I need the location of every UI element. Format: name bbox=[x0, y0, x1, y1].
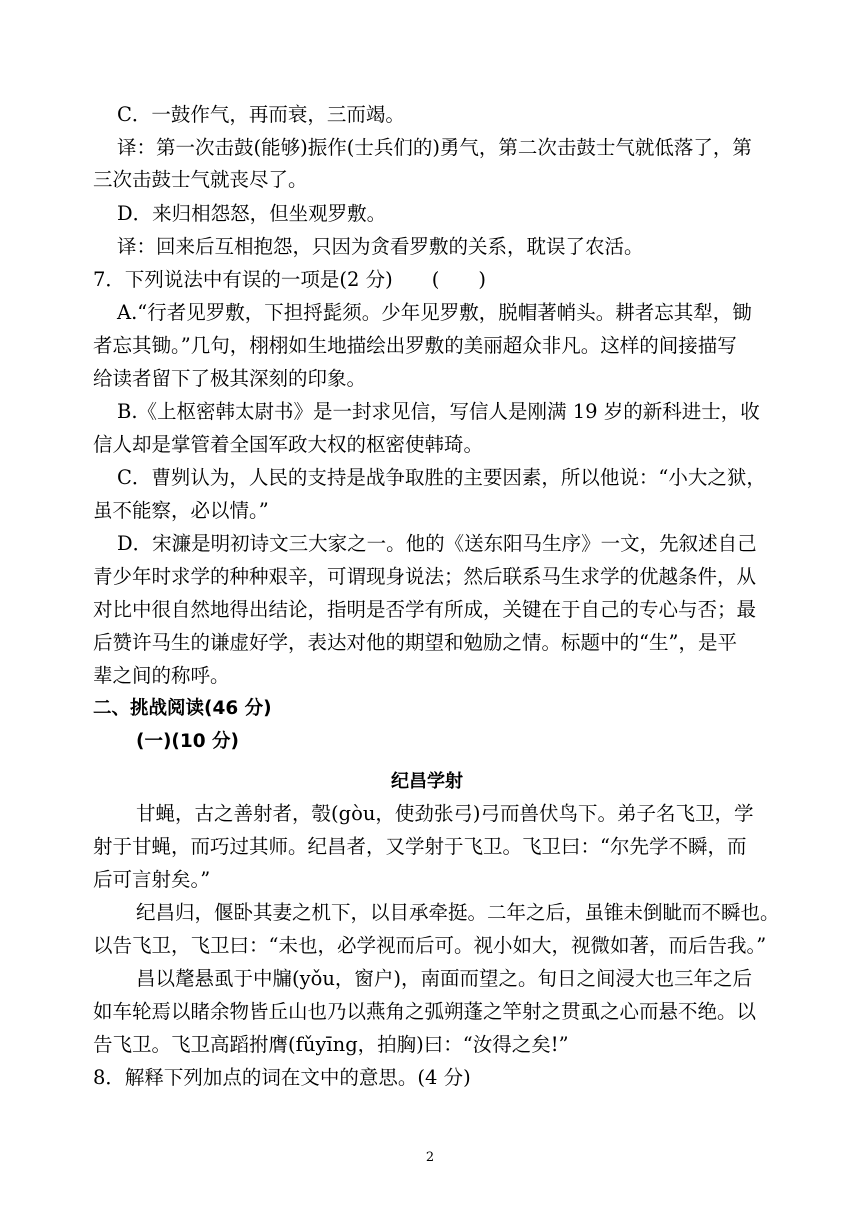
text-line: D．来归相怨怒，但坐观罗敷。 bbox=[117, 202, 387, 225]
text-line: C．曹刿认为，人民的支持是战争取胜的主要因素，所以他说：“小大之狱， bbox=[117, 466, 766, 489]
text-line: 对比中很自然地得出结论，指明是否学有所成，关键在于自己的专心与否；最 bbox=[93, 598, 757, 621]
passage-line: 射于甘蝇，而巧过其师。纪昌者，又学射于飞卫。飞卫曰：“尔先学不瞬，而 bbox=[93, 835, 747, 858]
text-line: B.《上枢密韩太尉书》是一封求见信，写信人是刚满 19 岁的新科进士，收 bbox=[117, 400, 760, 423]
text-line: C．一鼓作气，再而衰，三而竭。 bbox=[117, 103, 405, 126]
passage-line: 后可言射矣。” bbox=[93, 868, 211, 891]
passage-line: 昌以氂悬虱于中牖(yǒu，窗户)，南面而望之。旬日之间浸大也三年之后 bbox=[136, 967, 753, 990]
passage-line: 如车轮焉以睹余物皆丘山也乃以燕角之弧朔蓬之竿射之贯虱之心而悬不绝。以 bbox=[93, 1000, 757, 1023]
section-heading: 二、挑战阅读(46 分) bbox=[93, 698, 272, 719]
text-line: 译：第一次击鼓(能够)振作(士兵们的)勇气，第二次击鼓士气就低落了，第 bbox=[117, 136, 752, 159]
text-line: D．宋濂是明初诗文三大家之一。他的《送东阳马生序》一文，先叙述自己 bbox=[117, 532, 757, 555]
passage-line: 甘蝇，古之善射者，彀(gòu，使劲张弓)弓而兽伏鸟下。弟子名飞卫，学 bbox=[136, 802, 754, 825]
text-line: 青少年时求学的种种艰辛，可谓现身说法；然后联系马生求学的优越条件，从 bbox=[93, 565, 757, 588]
text-line: A.“行者见罗敷，下担捋髭须。少年见罗敷，脱帽著帩头。耕者忘其犁，锄 bbox=[117, 301, 752, 324]
passage-line: 告飞卫。飞卫高蹈拊膺(fǔyīng，拍胸)曰：“汝得之矣!” bbox=[93, 1033, 569, 1056]
text-line: 三次击鼓士气就丧尽了。 bbox=[93, 168, 308, 191]
text-line: 后赞许马生的谦虚好学，表达对他的期望和勉励之情。标题中的“生”，是平 bbox=[93, 631, 737, 654]
question-7: 7．下列说法中有误的一项是(2 分) ( ) bbox=[93, 268, 486, 291]
passage-line: 以告飞卫，飞卫曰：“未也，必学视而后可。视小如大，视微如著，而后告我。” bbox=[93, 934, 767, 957]
text-line: 辈之间的称呼。 bbox=[93, 664, 230, 687]
text-line: 给读者留下了极其深刻的印象。 bbox=[93, 367, 367, 390]
text-line: 者忘其锄。”几句，栩栩如生地描绘出罗敷的美丽超众非凡。这样的间接描写 bbox=[93, 334, 737, 357]
passage-line: 纪昌归，偃卧其妻之机下，以目承牵挺。二年之后，虽锥未倒眦而不瞬也。 bbox=[136, 901, 780, 924]
text-line: 译：回来后互相抱怨，只因为贪看罗敷的关系，耽误了农活。 bbox=[117, 235, 644, 258]
passage-title: 纪昌学射 bbox=[391, 771, 463, 792]
page-number: 2 bbox=[425, 1150, 435, 1165]
text-line: 虽不能察，必以情。” bbox=[93, 499, 269, 522]
text-line: 信人却是掌管着全国军政大权的枢密使韩琦。 bbox=[93, 433, 484, 456]
subsection-heading: (一)(10 分) bbox=[136, 731, 240, 752]
question-8: 8．解释下列加点的词在文中的意思。(4 分) bbox=[93, 1066, 471, 1089]
